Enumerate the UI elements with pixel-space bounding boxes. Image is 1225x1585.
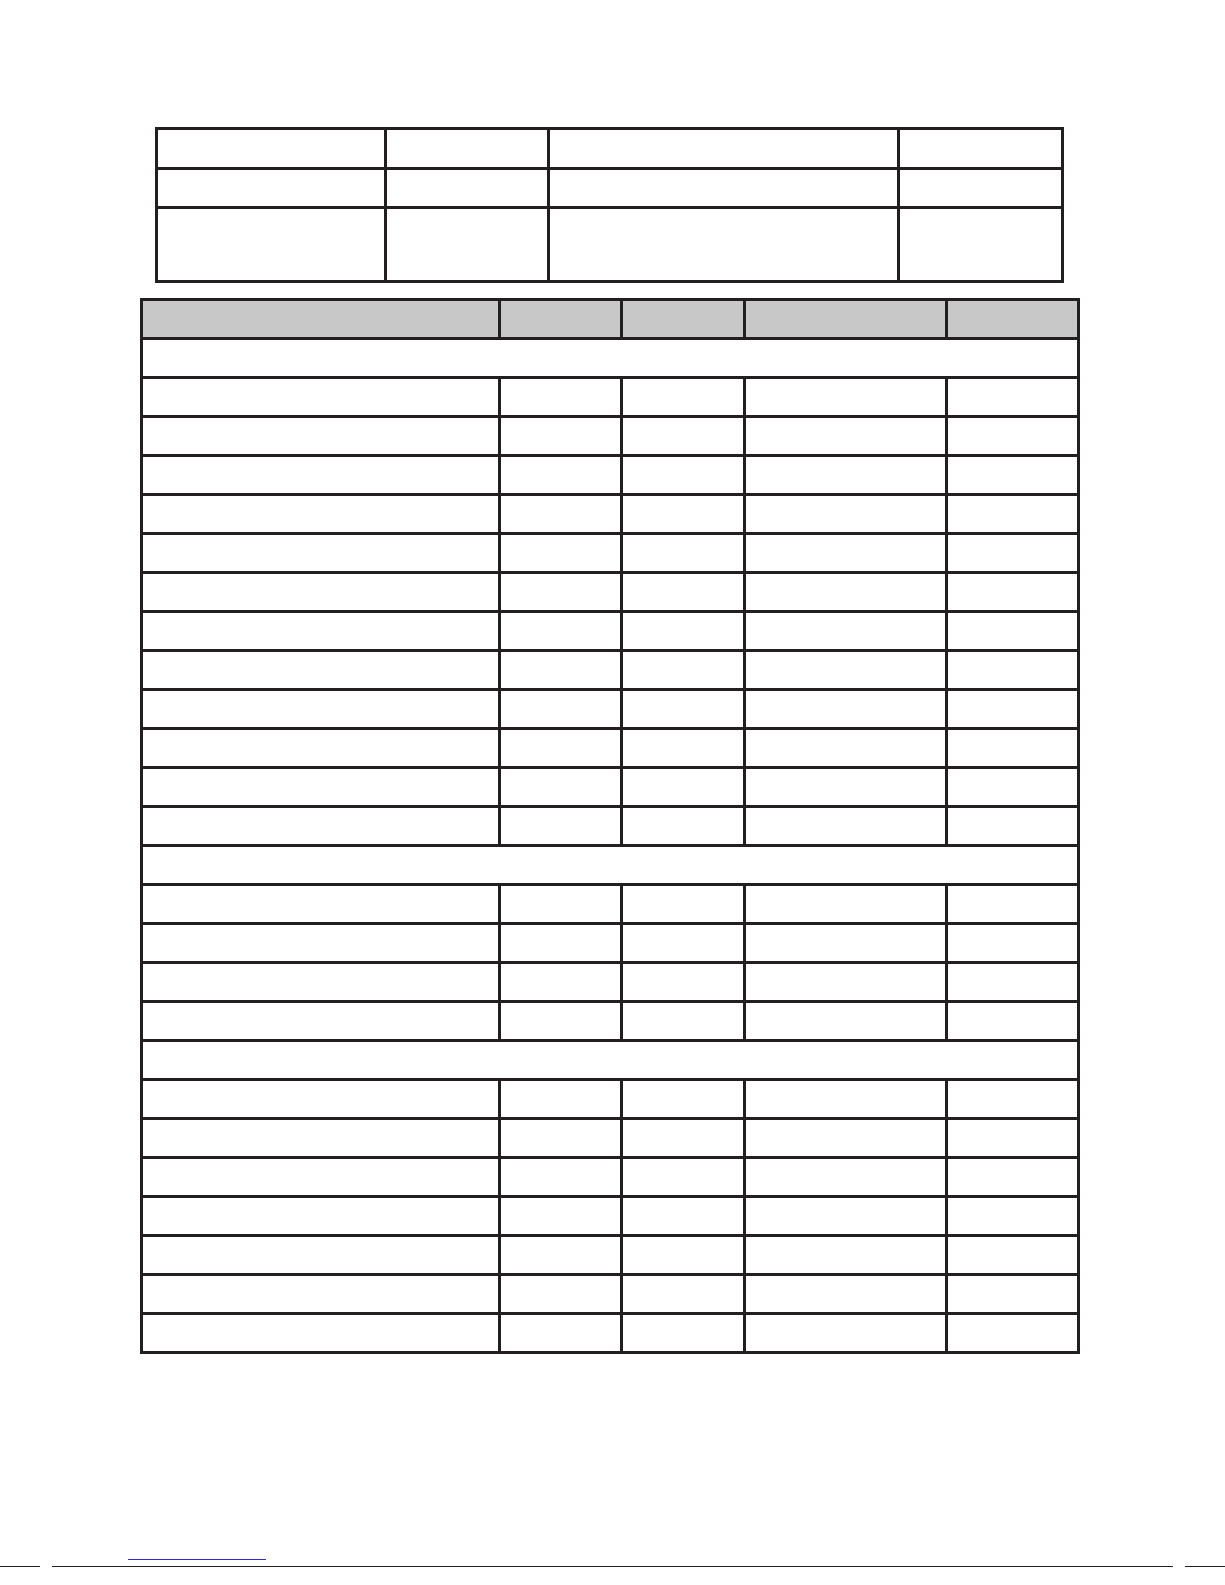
table-row [142,612,1079,651]
table-row [142,573,1079,612]
table-cell [142,1080,500,1119]
table-cell [947,768,1079,807]
footer-rule-left [0,1566,40,1567]
table-cell [142,924,500,963]
table-cell [500,1236,622,1275]
table-cell [745,417,947,456]
table-cell [500,1119,622,1158]
table-cell [622,1002,745,1041]
table-cell [947,885,1079,924]
table-row [142,963,1079,1002]
table-cell [500,573,622,612]
table-row [142,690,1079,729]
table-cell [947,1197,1079,1236]
table-cell [622,456,745,495]
info-cell [386,208,549,282]
table-cell [622,807,745,846]
table-cell [142,885,500,924]
table-row [142,768,1079,807]
table-cell [500,495,622,534]
info-cell [899,169,1063,208]
section-row [142,846,1079,885]
table-cell [622,963,745,1002]
info-row [157,169,1063,208]
column-header [142,300,500,339]
info-cell [157,208,386,282]
table-cell [142,417,500,456]
table-cell [142,1314,500,1353]
table-cell [745,885,947,924]
table-cell [947,612,1079,651]
table-cell [500,378,622,417]
table-cell [947,534,1079,573]
table-cell [500,1275,622,1314]
table-cell [947,1080,1079,1119]
table-cell [745,1314,947,1353]
info-cell [386,169,549,208]
info-cell [157,169,386,208]
info-row [157,129,1063,169]
footer-link[interactable] [128,1559,266,1560]
table-row [142,1236,1079,1275]
table-cell [142,729,500,768]
table-cell [745,1119,947,1158]
table-cell [745,963,947,1002]
table-cell [947,1236,1079,1275]
table-cell [745,690,947,729]
table-cell [622,1080,745,1119]
table-cell [500,924,622,963]
table-cell [142,456,500,495]
table-cell [745,1080,947,1119]
table-cell [947,573,1079,612]
table-cell [142,1275,500,1314]
table-cell [500,885,622,924]
table-cell [947,651,1079,690]
table-cell [500,456,622,495]
table-cell [947,963,1079,1002]
column-header [745,300,947,339]
table-cell [745,1197,947,1236]
section-title [142,339,1079,378]
table-cell [500,768,622,807]
table-cell [947,1119,1079,1158]
table-cell [622,1314,745,1353]
table-cell [745,573,947,612]
table-cell [947,690,1079,729]
info-cell [549,208,899,282]
table-cell [500,651,622,690]
info-cell [157,129,386,169]
table-cell [500,1314,622,1353]
info-cell [899,129,1063,169]
table-cell [142,495,500,534]
table-cell [745,768,947,807]
table-cell [500,1002,622,1041]
table-cell [142,612,500,651]
section-row [142,339,1079,378]
table-cell [947,378,1079,417]
table-row [142,1197,1079,1236]
table-cell [142,1197,500,1236]
section-row [142,1041,1079,1080]
table-cell [622,1275,745,1314]
table-row [142,417,1079,456]
table-cell [745,729,947,768]
info-cell [386,129,549,169]
table-row [142,1275,1079,1314]
table-cell [500,729,622,768]
table-cell [622,378,745,417]
table-cell [622,612,745,651]
table-cell [142,378,500,417]
table-row [142,885,1079,924]
table-cell [622,1119,745,1158]
table-cell [622,768,745,807]
table-cell [622,690,745,729]
table-cell [142,1158,500,1197]
table-row [142,651,1079,690]
table-cell [745,807,947,846]
table-row [142,495,1079,534]
table-cell [947,1314,1079,1353]
table-row [142,378,1079,417]
table-cell [142,963,500,1002]
column-header [622,300,745,339]
table-cell [500,1080,622,1119]
table-cell [745,378,947,417]
table-cell [947,495,1079,534]
header-row [142,300,1079,339]
table-cell [500,612,622,651]
info-cell [549,169,899,208]
table-cell [622,924,745,963]
table-cell [142,807,500,846]
table-cell [500,690,622,729]
table-cell [745,612,947,651]
table-cell [142,1236,500,1275]
table-cell [622,573,745,612]
table-cell [745,1002,947,1041]
table-row [142,924,1079,963]
info-cell [549,129,899,169]
table-cell [947,729,1079,768]
table-cell [500,1158,622,1197]
table-cell [622,1197,745,1236]
table-cell [142,534,500,573]
table-cell [142,690,500,729]
table-cell [745,1236,947,1275]
table-cell [622,417,745,456]
section-title [142,846,1079,885]
info-cell [899,208,1063,282]
table-cell [745,456,947,495]
info-row [157,208,1063,282]
table-cell [142,1119,500,1158]
table-cell [142,1002,500,1041]
table-row [142,1002,1079,1041]
table-row [142,1080,1079,1119]
table-row [142,534,1079,573]
table-cell [622,1158,745,1197]
footer-rule-right [1185,1566,1225,1567]
table-row [142,729,1079,768]
schedule-table [140,298,1080,1354]
table-cell [947,924,1079,963]
table-cell [745,1275,947,1314]
table-cell [622,651,745,690]
table-cell [500,417,622,456]
info-table [155,127,1064,283]
table-cell [947,1158,1079,1197]
column-header [947,300,1079,339]
table-cell [745,924,947,963]
table-cell [142,768,500,807]
table-row [142,1119,1079,1158]
table-cell [622,729,745,768]
table-cell [500,534,622,573]
table-cell [142,651,500,690]
table-row [142,1158,1079,1197]
table-cell [622,534,745,573]
table-cell [745,534,947,573]
table-cell [500,1197,622,1236]
table-cell [500,963,622,1002]
table-cell [745,651,947,690]
table-cell [745,1158,947,1197]
table-row [142,807,1079,846]
table-row [142,1314,1079,1353]
table-row [142,456,1079,495]
table-cell [622,495,745,534]
section-title [142,1041,1079,1080]
table-cell [622,885,745,924]
table-cell [500,807,622,846]
table-cell [142,573,500,612]
table-cell [947,807,1079,846]
table-cell [947,456,1079,495]
footer-rule [52,1566,1173,1567]
table-cell [745,495,947,534]
table-cell [947,1275,1079,1314]
table-cell [947,1002,1079,1041]
table-cell [947,417,1079,456]
column-header [500,300,622,339]
table-cell [622,1236,745,1275]
